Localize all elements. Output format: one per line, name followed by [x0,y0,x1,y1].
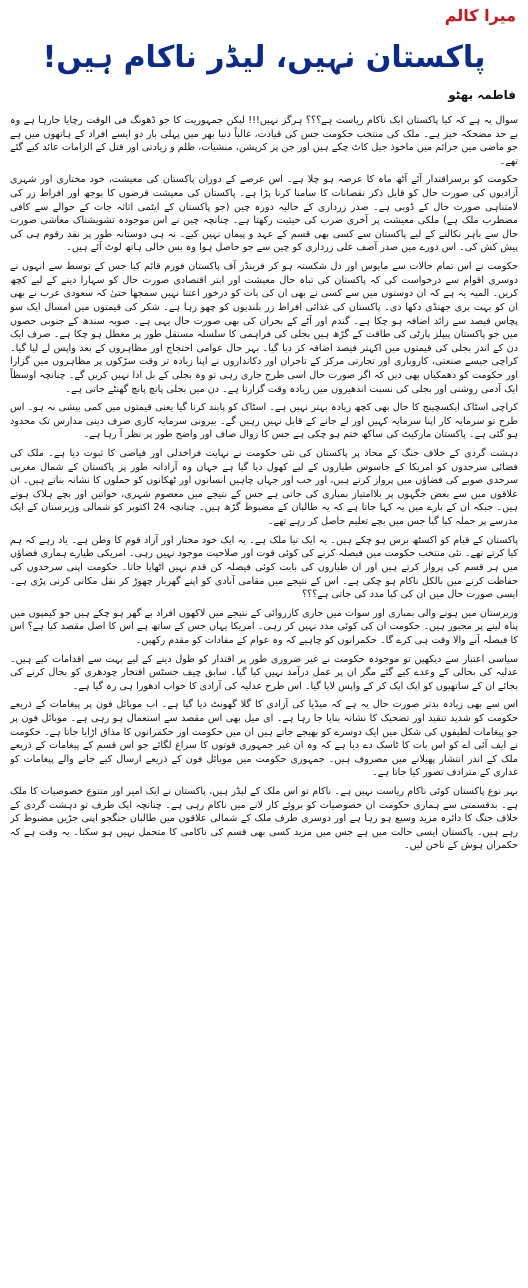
article-paragraph: بہر نوع پاکستان کوئی ناکام ریاست نہیں ہے۔ ناکام تو اس ملک کے لیڈر ہیں، پاکستان نے ایک امیر اور متنوع خصوصیات کا ملک ہے۔ بدقسمتی سے ہماری حکومت ان خصوصیات کو بروئے کار لانے میں ناکام رہی ہے۔ چنانچہ ایک طرف تو دہشت گردی کے خلاف جنگ کا دائرہ مزید وسیع ہو رہا ہے اور دوسری طرف ملک کے شمالی علاقوں میں طالبان جنگجو اپنی جڑیں مضبوط کر رہے ہیں۔ پاکستان ایسی حالت میں ہے جس میں مزید کسی بھی قسم کی ناکامی کا متحمل نہیں ہو سکتا۔ یہ وقت ہے کہ حکمران ہوش کے ناخن لیں۔ [10,786,518,852]
article-paragraph: سیاسی اعتبار سے دیکھیں تو موجودہ حکومت نے غیر ضروری طور پر اقتدار کو طول دینے کے لیے بہت سے اقدامات کیے ہیں۔ عدلیہ کی بحالی کے وعدے کیے گئے مگر ان پر عمل درآمد نہیں کیا گیا۔ سابق چیف جسٹس افتخار چودھری کو بحال کرنے کی بجائے ان کے ساتھیوں کو ایک ایک کر کے واپس لایا گیا۔ اس طرح عدلیہ کی آزادی کا خواب ادھورا ہی رہ گیا ہے۔ [10,653,518,692]
article-paragraph: حکومت نے اس تمام حالات سے مایوس اور دل شکستہ ہو کر فرینڈز آف پاکستان فورم قائم کیا جس کے توسط سے انہوں نے دوسری اقوام سے درخواست کی کہ پاکستان کی تباہ حال معیشت اور ابتر اقتصادی صورت حال کو سہارا دینے کے لیے کچھ کریں۔ المیہ یہ ہے کہ ان دوستوں میں سے کسی نے بھی ان کی بات کو درخور اعتنا نہیں سمجھا حتیٰ کہ سعودی عرب نے بھی ان کو بہت بری جھنڈی دکھا دی۔ پاکستان کی غذائی افراط زر بلندیوں کو چھو رہا ہے۔ شکر کی قیمتوں میں امسال ایک سو پچاس فیصد سے زائد اضافہ ہو چکا ہے۔ گندم اور آٹے کے بحران کی بھی صورت حال یہی ہے۔ صوبہ سندھ کے جنوبی حصوں میں جو پاکستان پیپلز پارٹی کی طاقت کے گڑھ ہیں بجلی کی فراہمی کا سلسلہ مستقل طور پر معطل ہو چکا ہے۔ صرف ایک دن کے اندر بجلی کی قیمتوں میں اکہتر فیصد اضافہ کر دیا گیا۔ بہر حال عوامی احتجاج اور مظاہروں کے بعد واپس لے لیا گیا۔ کراچی جیسے صنعتی، کاروباری اور تجارتی مرکز کے تاجران اور دکانداروں نے اپنا زیادہ تر وقت سڑکوں پر مظاہروں میں گزارا اور حکومت کو دھمکیاں بھی دیں کہ اگر صورت حال اسی طرح جاری رہی تو وہ بجلی کے بل ادا نہیں کریں گے۔ چنانچہ اوسطاً ایک آدمی روشنی اور بجلی کی نسبت اندھیروں میں زیادہ وقت گزارتا ہے۔ دن میں بجلی پانچ پانچ گھنٹے جاتی ہے۔ [10,261,518,395]
article-body [10,114,518,1282]
article-paragraph: دہشت گردی کے خلاف جنگ کے محاذ پر پاکستان کی نئی حکومت نے نہایت فراخدلی اور فیاضی کا ثبوت دیا ہے۔ ملک کی فضائی سرحدوں کو امریکا کے جاسوس طیاروں کے لیے کھول دیا گیا ہے جہاں وہ آزادانہ طور پر پاکستان کے شمال مغربی سرحدی صوبے کی فضاؤں میں پرواز کرتے ہیں، اور جب اور جہاں چاہیں انسانوں اور ٹھکانوں کو حملوں کا نشانہ بناتے ہیں۔ ان علاقوں میں سے بعض جگہوں پر بلاامتیاز بمباری کی جاتی ہے جس کے نتیجے میں معصوم شہری، خواتین اور بچے ہلاک ہوتے ہیں۔ جبکہ ان کے بارے میں یہ کہا جاتا ہے کہ یہ طالبان کے مضبوط گڑھ ہیں۔ چنانچہ 24 اکتوبر کو شمالی وزیرستان کے ایک مدرسے پر حملہ کیا گیا جس میں بچے تعلیم حاصل کر رہے تھے۔ [10,448,518,528]
headline: پاکستان نہیں، لیڈر ناکام ہیں! [42,40,486,75]
author-byline: فاطمہ بھٹو [448,88,516,102]
article-paragraph: اس سے بھی زیادہ بدتر صورت حال یہ ہے کہ میڈیا کی آزادی کا گلا گھونٹ دیا گیا ہے۔ اب موبائل فون پر پیغامات کے ذریعے حکومت کو شدید تنقید اور تضحیک کا نشانہ بنایا جا رہا ہے۔ ای میل بھی اس مقصد سے استعمال ہو رہی ہے۔ موبائل فون پر جو پیغامات لطیفوں کی شکل میں ایک دوسرے کو بھیجے جاتے ہیں ان میں حکومت اور حکمرانوں کا مذاق اڑایا جاتا ہے۔ حکومت نے ایف آئی اے کو اس بات کا ٹاسک دے دیا ہے کہ وہ ان غیر جمہوری قوتوں کا سراغ لگائے جو اس قسم کے پیغامات کے ذریعے ملک کے اندر انتشار پھیلانے میں مصروف ہیں۔ جمہوری حکومت میں موبائل فون کے ذریعے ارسال کیے جانے والے پیغامات کو غداری کے مترادف تصور کیا جاتا ہے۔ [10,699,518,779]
article-paragraph: پاکستان کے قیام کو اکسٹھ برس ہو چکے ہیں۔ یہ ایک نیا ملک ہے۔ یہ ایک خود مختار اور آزاد قوم کا وطن ہے۔ یاد رہے کہ ہم کیا کرتے تھے۔ نئی منتخب حکومت میں فیصلہ کرنے کی کوئی قوت اور صلاحیت موجود نہیں رہی۔ امریکی طیارے ہماری فضاؤں میں ہر قسم کی پرواز کرتے ہیں اور ان طیاروں کی بابت کوئی فیصلہ کن قدم نہیں اٹھایا جاتا۔ حکومت اپنی سرحدوں کی حفاظت کرنے میں بالکل ناکام ہو چکی ہے۔ اس کے نتیجے میں مقامی آبادی کو اپنے گھربار چھوڑ کر نقل مکانی کرنی پڑی ہے۔ ایسی صورت حال میں ان کی کیا مدد کی جاتی ہے؟؟؟ [10,534,518,601]
column-label: میرا کالم [444,6,516,25]
article-paragraph: وزیرستان میں ہونے والی بمباری اور سوات میں جاری کارروائی کے نتیجے میں لاکھوں افراد بے گھر ہو چکے ہیں جو کیمپوں میں پناہ لینے پر مجبور ہیں۔ حکومت ان کی کوئی مدد نہیں کر رہی۔ امریکا یہاں جس کے ساتھ ہے اس کا اصل مقصد کیا ہے؟ اس کا فیصلہ آنے والا وقت ہی کرے گا۔ حکمرانوں کو چاہیے کہ وہ عوام کے مفادات کو مقدم رکھیں۔ [10,607,518,646]
article-paragraph: سوال یہ ہے کہ کیا پاکستان ایک ناکام ریاست ہے؟؟؟ ہرگز نہیں!!! لیکن جمہوریت کا جو ڈھونگ فی الوقت رچایا جارہا ہے وہ بے حد مضحکہ خیز ہے۔ ملک کی منتخب حکومت جس کی قیادت، غالباً دنیا بھر میں پہلی بار دو ایسے افراد کے ہاتھوں میں ہے جو ماضی میں جرائم میں ماخوذ جیل کاٹ چکے ہیں اور جن پر کرپشن، منشیات، ظلم و زیادتی اور قتل کے الزامات عائد کیے گئے تھے۔ [10,115,518,167]
article-paragraph: حکومت کو برسراقتدار آئے آٹھ ماہ کا عرصہ ہو چلا ہے۔ اس عرصے کے دوران پاکستان کی معیشت، خود مختاری اور شہری آزادیوں کی صورت حال کو قابل ذکر نقصانات کا سامنا کرنا پڑا ہے۔ پاکستان کی معیشت قرضوں کا بوجھ اور افراط زر کی لامتناہی صورت حال کے ڈوبی ہے۔ صدر زرداری کے حالیہ دورہ چین (جو پاکستان کے ایٹمی اثاثہ جات کے حوالے سے کافی مضطرب ملک ہے) ملکی معیشت پر آخری ضرب کی حیثیت رکھتا ہے۔ چنانچہ چین نے اس موجودہ تشویشناک معاشی صورت حال سے باہر نکالنے کے لیے پاکستان سے کسی بھی قسم کے عہد و پیماں نہیں کیے۔ نہ ہی دوستانہ طور پر نقد رقوم ہی کی پیش کش کی۔ اس دورے میں صدر آصف علی زرداری کو چین سے جو حاصل ہوا وہ بس خالی ہاتھ لوٹ آئے ہیں۔ [10,174,518,254]
article-paragraph: کراچی اسٹاک ایکسچینج کا حال بھی کچھ زیادہ بہتر نہیں ہے۔ اسٹاک کو پابند کرنا گیا یعنی قیمتوں میں کمی بیشی نہ ہو۔ اس طرح تو سرمایہ کار اپنا سرمایہ کہیں اور لے جانے کے قابل نہیں رہیں گے۔ بیرونی سرمایہ کاری صرف دینی مدارس تک محدود ہو گئی ہے۔ پاکستان مارکیٹ کی ساکھ ختم ہو چکی ہے جس کا زوال صاف اور واضح طور پر نظر آ رہا ہے۔ [10,402,518,441]
